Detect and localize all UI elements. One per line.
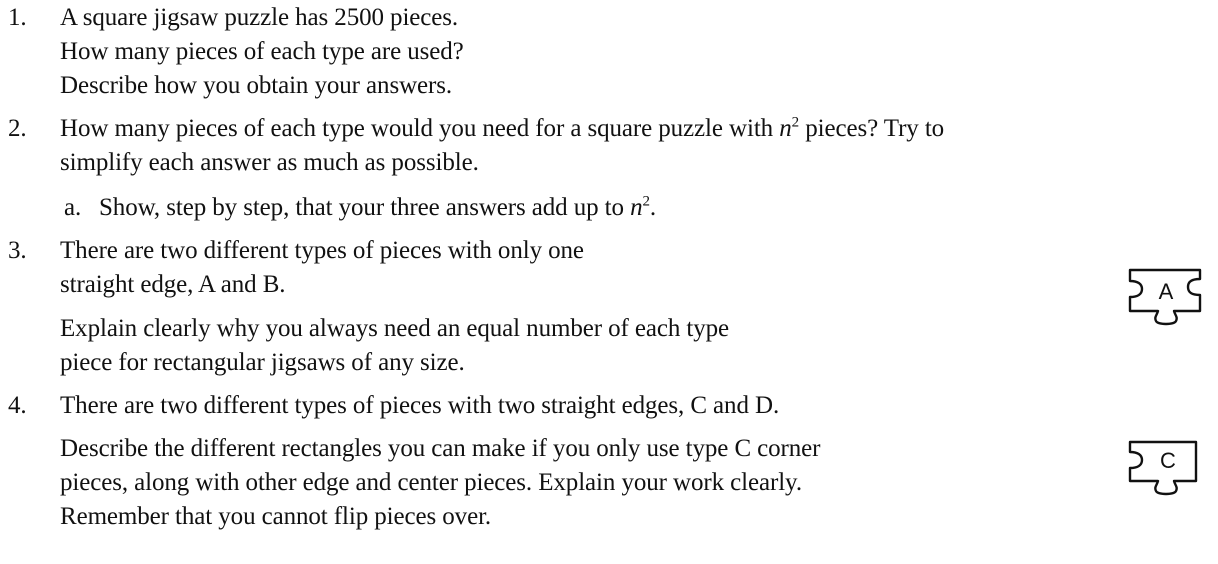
question-2a-exponent: 2 <box>642 193 650 210</box>
question-4-line-2: Describe the different rectangles you can make if you only use type C corner <box>60 435 821 462</box>
question-2a-variable: n <box>630 194 643 221</box>
question-2a-before: Show, step by step, that your three answers add up to <box>99 194 631 221</box>
question-1-line-1: A square jigsaw puzzle has 2500 pieces. <box>60 4 459 31</box>
question-2-line-1-after: pieces? Try to <box>799 115 945 142</box>
question-3-line-4: piece for rectangular jigsaws of any size. <box>60 349 465 376</box>
question-4-line-4: Remember that you cannot flip pieces over. <box>60 503 492 530</box>
puzzle-piece-a-label: A <box>1158 279 1174 304</box>
puzzle-piece-a-icon <box>1128 267 1204 333</box>
puzzle-piece-c-label: C <box>1160 448 1176 473</box>
question-1-line-3: Describe how you obtain your answers. <box>60 72 453 99</box>
question-1-number: 1. <box>8 4 27 31</box>
question-2a-text <box>99 193 656 223</box>
question-3-line-3: Explain clearly why you always need an equal number of each type <box>60 315 730 342</box>
question-2-exponent: 2 <box>791 114 800 131</box>
question-3-line-1: There are two different types of pieces with only one <box>60 237 584 264</box>
puzzle-piece-c-icon <box>1128 438 1204 502</box>
question-3-line-2: straight edge, A and B. <box>60 271 286 298</box>
question-2-line-1 <box>60 114 944 144</box>
question-2a-after: . <box>649 194 657 221</box>
question-4-line-3: pieces, along with other edge and center pieces. Explain your work clearly. <box>60 469 802 496</box>
question-2-line-1-before: How many pieces of each type would you need for a square puzzle with <box>60 115 780 142</box>
question-2-number: 2. <box>8 115 27 142</box>
question-4-line-1: There are two different types of pieces with two straight edges, C and D. <box>60 392 780 419</box>
question-2-variable: n <box>779 115 792 142</box>
question-2a-marker: a. <box>64 194 82 221</box>
question-2-line-2: simplify each answer as much as possible. <box>60 149 479 176</box>
question-1-line-2: How many pieces of each type are used? <box>60 38 464 65</box>
question-3-number: 3. <box>8 237 27 264</box>
question-4-number: 4. <box>8 392 27 419</box>
